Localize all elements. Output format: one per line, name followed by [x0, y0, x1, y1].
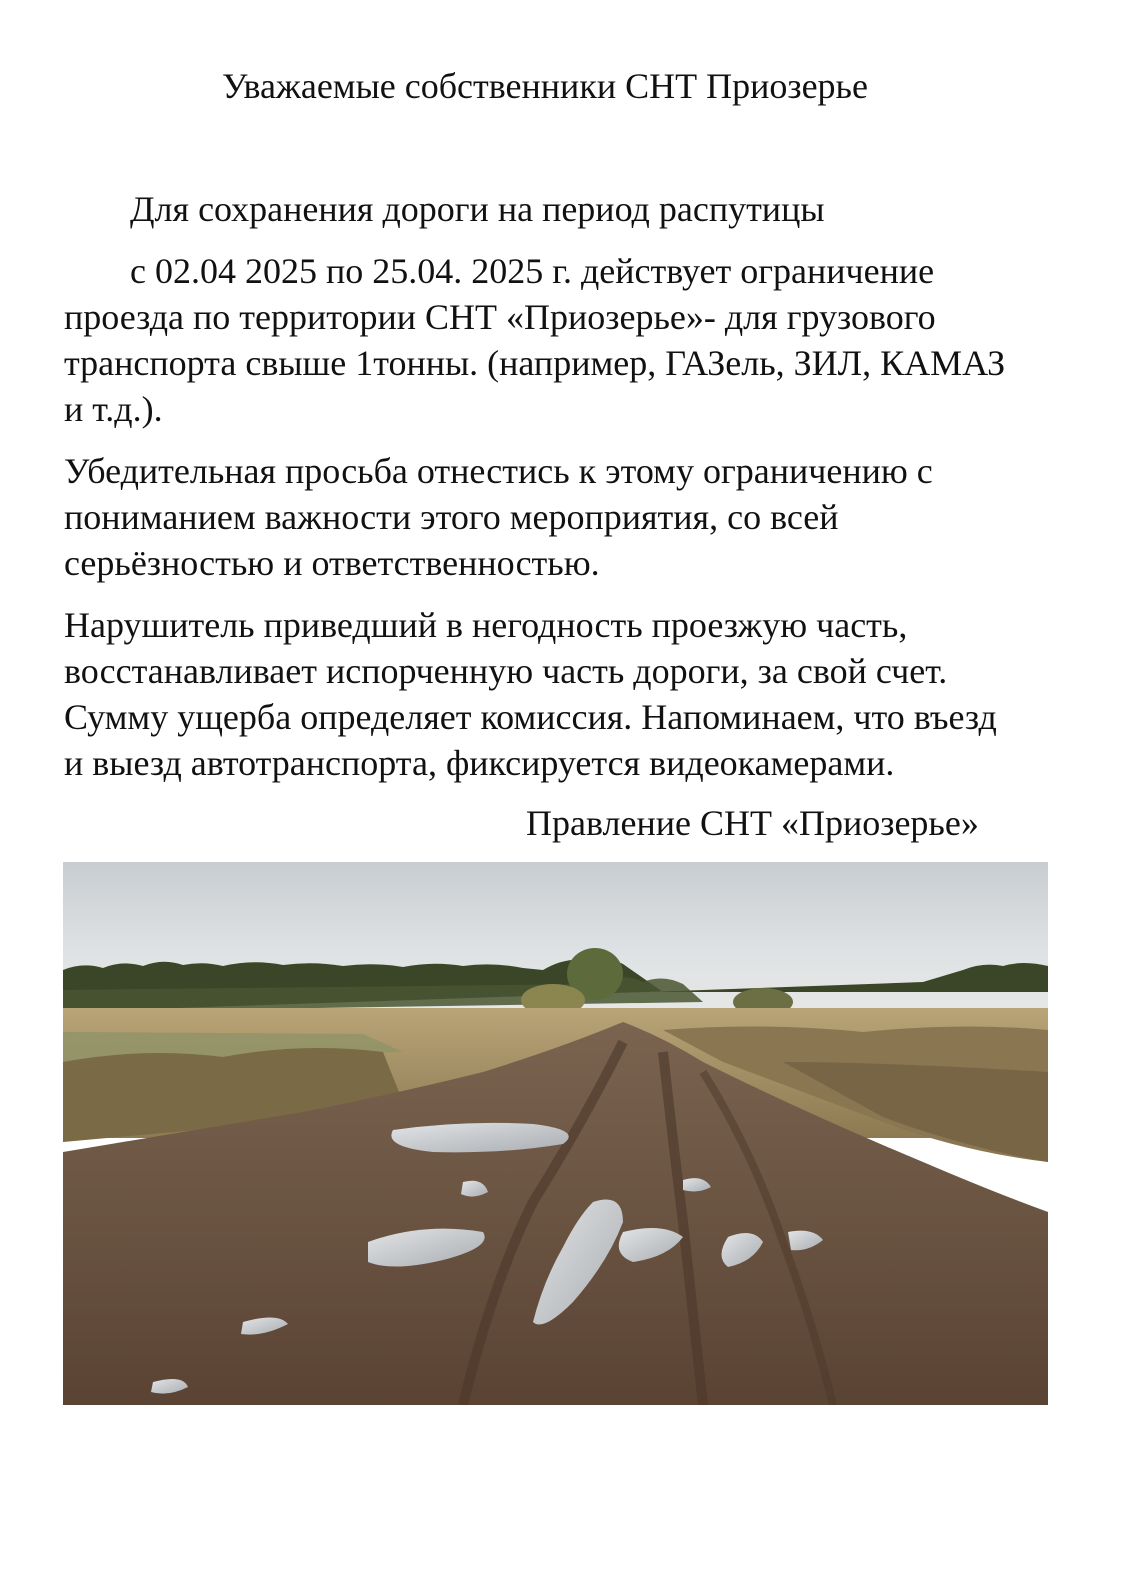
paragraph-line: проезда по территории СНТ «Приозерье»- для грузового	[64, 297, 936, 337]
paragraph-line: транспорта свыше 1тонны. (например, ГАЗель, ЗИЛ, КАМАЗ	[64, 343, 1006, 383]
paragraph-line: восстанавливает испорченную часть дороги, за свой счет.	[64, 651, 948, 691]
notice-title: Уважаемые собственники СНТ Приозерье	[222, 66, 868, 106]
paragraph-line: и выезд автотранспорта, фиксируется видеокамерами.	[64, 743, 895, 783]
paragraph-line: Для сохранения дороги на период распутицы	[130, 189, 825, 229]
paragraph-line: и т.д.).	[64, 389, 163, 429]
signature: Правление СНТ «Приозерье»	[526, 803, 979, 843]
paragraph-line: Сумму ущерба определяет комиссия. Напоминаем, что въезд	[64, 697, 997, 737]
paragraph-request	[64, 448, 1064, 586]
paragraph-line: серьёзностью и ответственностью.	[64, 543, 600, 583]
muddy-road-photo	[63, 862, 1048, 1405]
paragraph-line: Убедительная просьба отнестись к этому ограничению с	[64, 451, 933, 491]
paragraph-line: с 02.04 2025 по 25.04. 2025 г. действует ограничение	[130, 251, 935, 291]
paragraph-violation	[64, 602, 1064, 786]
paragraph-line: пониманием важности этого мероприятия, со всей	[64, 497, 839, 537]
paragraph-line: Нарушитель приведший в негодность проезжую часть,	[64, 605, 908, 645]
paragraph-restriction	[64, 248, 1064, 432]
paragraph-intro	[64, 186, 1064, 232]
